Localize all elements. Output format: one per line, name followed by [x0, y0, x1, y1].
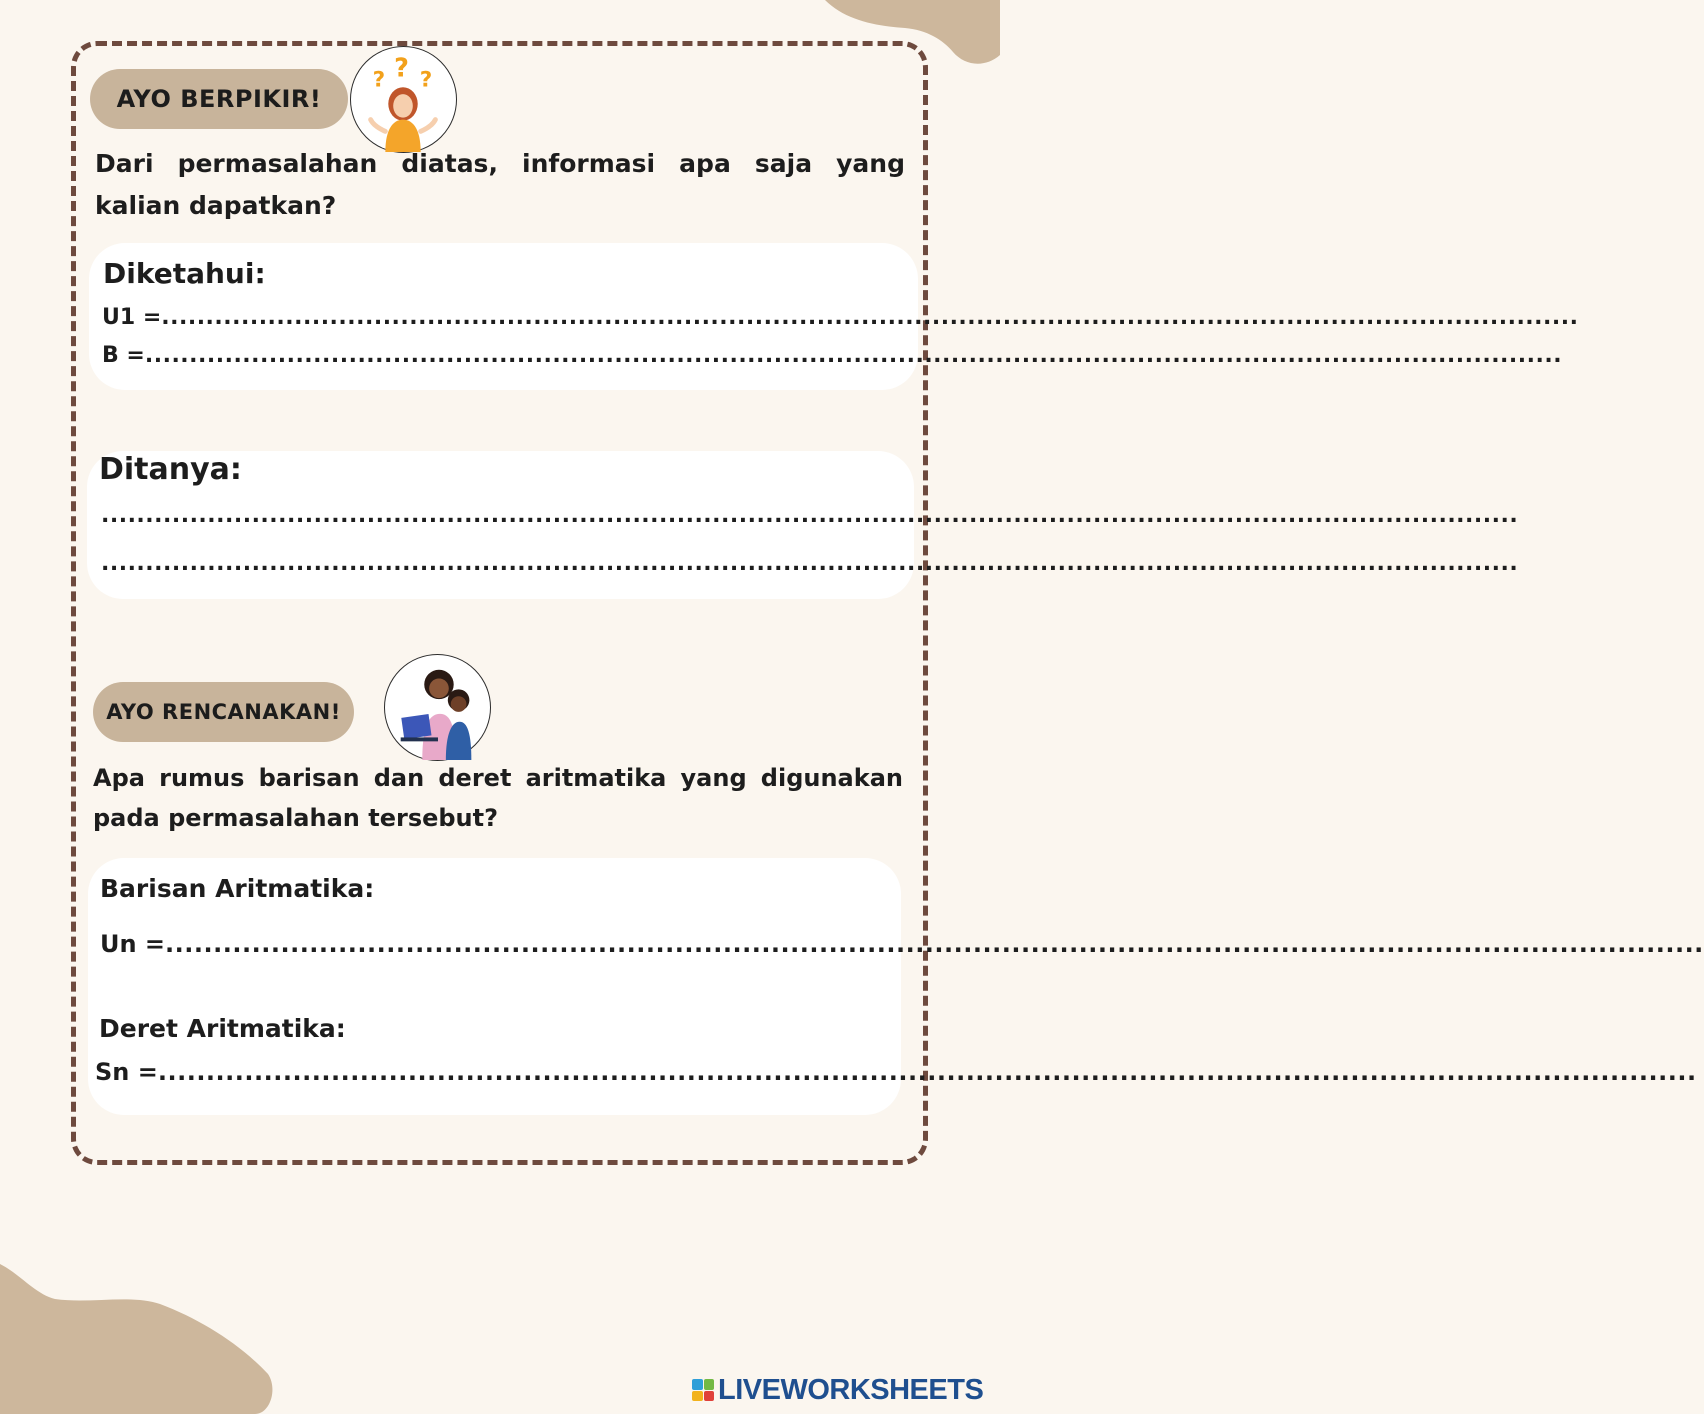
sn-dots: ................................................................................................................................................................	[157, 1058, 1697, 1086]
known-title: Diketahui:	[103, 257, 266, 290]
un-label: Un =	[100, 930, 166, 958]
asked-dots-1: ................................................................................................................................................................	[101, 503, 1519, 528]
b-dots: ................................................................................................................................................................	[144, 343, 1563, 368]
svg-text:?: ?	[419, 67, 433, 93]
liveworksheets-logo-icon	[692, 1379, 714, 1401]
brand-name: LIVEWORKSHEETS	[718, 1373, 984, 1406]
svg-text:?: ?	[394, 53, 409, 84]
asked-title: Ditanya:	[99, 452, 242, 487]
arith-seq-title: Barisan Aritmatika:	[100, 874, 375, 903]
known-card	[89, 243, 1579, 390]
students-laptop-icon	[384, 654, 491, 761]
u1-label: U1 =	[102, 305, 162, 330]
ayo-berpikir-badge: AYO BERPIKIR!	[90, 69, 348, 129]
b-answer-line[interactable]	[102, 343, 1563, 368]
question-formula: Apa rumus barisan dan deret aritmatika yang digunakan pada permasalahan tersebut?	[93, 764, 903, 832]
arith-series-title: Deret Aritmatika:	[99, 1014, 346, 1043]
liveworksheets-brand	[692, 1372, 992, 1408]
un-dots: ................................................................................................................................................................	[165, 930, 1704, 958]
confused-girl-icon	[350, 46, 457, 153]
asked-answer-line-2[interactable]	[101, 551, 1519, 576]
u1-answer-line[interactable]	[102, 305, 1579, 330]
u1-dots: ................................................................................................................................................................	[161, 305, 1579, 330]
asked-answer-line-1[interactable]	[101, 503, 1519, 528]
asked-card	[87, 451, 1519, 599]
question-information: Dari permasalahan diatas, informasi apa saja yang kalian dapatkan?	[95, 149, 905, 220]
svg-text:?: ?	[372, 67, 386, 93]
asked-dots-2: ................................................................................................................................................................	[101, 551, 1519, 576]
un-answer-line[interactable]	[100, 930, 1704, 958]
decorative-blob-bottom-left	[0, 1264, 275, 1414]
formula-card	[88, 858, 1704, 1115]
sn-answer-line[interactable]	[95, 1058, 1697, 1086]
ayo-rencanakan-badge: AYO RENCANAKAN!	[93, 682, 354, 742]
sn-label: Sn =	[95, 1058, 158, 1086]
b-label: B =	[102, 343, 145, 368]
